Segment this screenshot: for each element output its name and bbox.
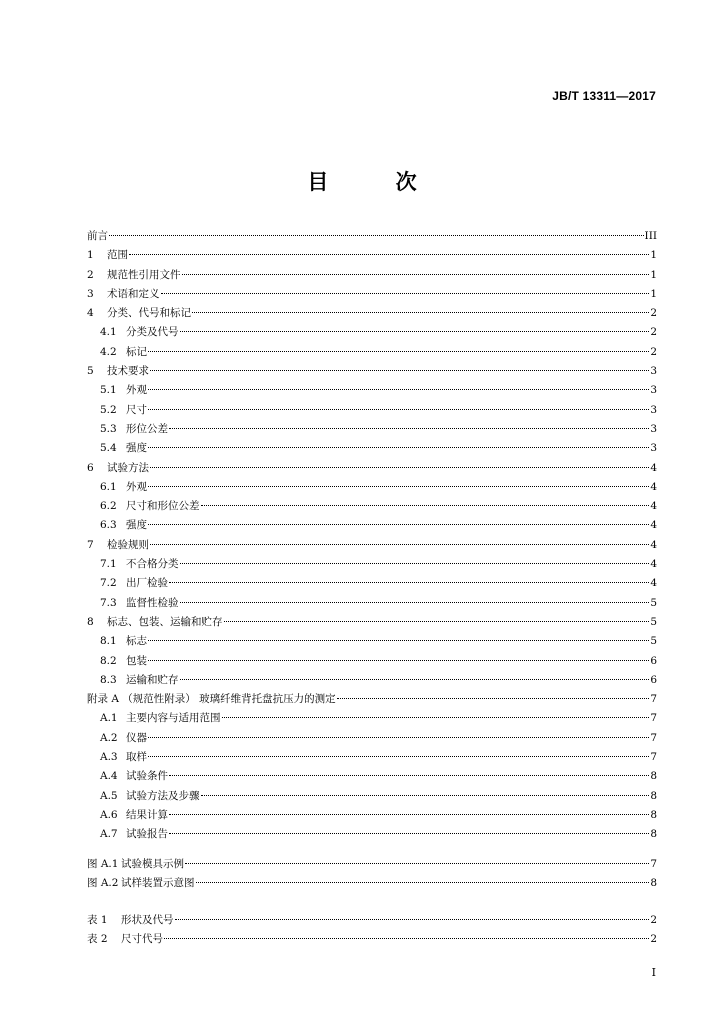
- toc-entry-page: 4: [650, 558, 657, 571]
- toc-entry-page: 7: [650, 858, 657, 870]
- toc-dot-leader: [164, 938, 649, 939]
- toc-entry[interactable]: [87, 874, 657, 893]
- toc-entry-page: 3: [650, 365, 657, 378]
- toc-entry-number: 5.1: [100, 384, 117, 397]
- toc-entry-page: 3: [650, 403, 657, 416]
- toc-entry-number: 8: [87, 615, 94, 628]
- toc-entry[interactable]: [87, 304, 657, 323]
- toc-dot-leader: [169, 582, 649, 583]
- toc-entry[interactable]: [87, 516, 657, 535]
- toc-dot-leader: [224, 621, 650, 622]
- toc-entry-number: A.5: [100, 789, 118, 802]
- toc-entry-page: 7: [650, 693, 657, 706]
- toc-dot-leader: [175, 919, 650, 920]
- toc-entry-page: 3: [650, 442, 657, 455]
- toc-entry-title: 规范性引用文件: [107, 268, 181, 281]
- toc-entry-title: 取样: [126, 751, 147, 764]
- toc-entry-title: 主要内容与适用范围: [126, 712, 221, 725]
- toc-entry-number: 5.4: [100, 442, 117, 455]
- toc-dot-leader: [222, 717, 650, 718]
- toc-entry-number: 7.1: [100, 558, 117, 571]
- toc-dot-leader: [201, 505, 650, 506]
- toc-dot-leader: [185, 863, 649, 864]
- toc-entry[interactable]: [87, 930, 657, 949]
- toc-dot-leader: [192, 312, 649, 313]
- toc-entry-page: 2: [650, 933, 657, 946]
- toc-entry-title: 运输和贮存: [126, 673, 179, 686]
- toc-entry-page: III: [644, 230, 657, 242]
- toc-entry[interactable]: [87, 401, 657, 420]
- toc-entry[interactable]: [87, 825, 657, 844]
- toc-entry-title: 范围: [107, 249, 128, 262]
- toc-entry[interactable]: [87, 323, 657, 342]
- toc-entry-number: 4.2: [100, 345, 117, 358]
- toc-entry-title: 监督性检验: [126, 596, 179, 609]
- standard-code: JB/T 13311—2017: [552, 89, 656, 103]
- toc-entry-number: 表 2: [87, 933, 108, 946]
- toc-entry-title: 仪器: [126, 731, 147, 744]
- toc-entry-page: 2: [650, 307, 657, 320]
- toc-figures-list: [87, 855, 657, 894]
- toc-dot-leader: [109, 235, 644, 236]
- toc-dot-leader: [169, 775, 649, 776]
- toc-entry-number: 表 1: [87, 914, 108, 926]
- toc-entry[interactable]: [87, 459, 657, 478]
- toc-dot-leader: [201, 795, 650, 796]
- toc-entry-page: 4: [650, 500, 657, 513]
- toc-entry-page: 5: [650, 615, 657, 628]
- toc-entry-number: 4.1: [100, 326, 117, 339]
- toc-entry-page: 8: [650, 789, 657, 802]
- toc-entry[interactable]: [87, 478, 657, 497]
- toc-entry[interactable]: [87, 652, 657, 671]
- toc-entry[interactable]: [87, 690, 657, 709]
- toc-entry-title: 包装: [126, 654, 147, 667]
- toc-entry-number: 图 A.1: [87, 858, 119, 870]
- toc-entry-page: 6: [650, 654, 657, 667]
- toc-entry-number: 8.2: [100, 654, 117, 667]
- toc-entry[interactable]: [87, 343, 657, 362]
- toc-tables-list: [87, 911, 657, 950]
- toc-entry-title: 分类、代号和标记: [107, 307, 191, 320]
- toc-entry-title: 外观: [126, 480, 147, 493]
- toc-entry-number: 5.2: [100, 403, 117, 416]
- toc-entry-page: 8: [650, 770, 657, 783]
- toc-dot-leader: [148, 660, 649, 661]
- toc-entry-number: 6.2: [100, 500, 117, 513]
- toc-entry[interactable]: [87, 911, 657, 930]
- toc-entry-page: 5: [650, 596, 657, 609]
- toc-entry-title: 形位公差: [126, 422, 168, 435]
- toc-entry[interactable]: [87, 767, 657, 786]
- toc-entry-title: 不合格分类: [126, 558, 179, 571]
- toc-entry-title: 尺寸代号: [121, 933, 163, 946]
- toc-entry-number: 1: [87, 249, 94, 262]
- toc-entry[interactable]: [87, 266, 657, 285]
- toc-entry-page: 4: [650, 519, 657, 532]
- toc-entry[interactable]: [87, 729, 657, 748]
- toc-dot-leader: [148, 756, 649, 757]
- toc-entry-title: 标志: [126, 635, 147, 648]
- toc-entry-page: 8: [650, 828, 657, 841]
- toc-entry-title: 试验条件: [126, 770, 168, 783]
- toc-entry-number: 5: [87, 365, 94, 378]
- toc-entry-page: 7: [650, 751, 657, 764]
- toc-entry-number: 6.3: [100, 519, 117, 532]
- toc-entry[interactable]: [87, 806, 657, 825]
- toc-dot-leader: [150, 467, 649, 468]
- toc-entry[interactable]: [87, 671, 657, 690]
- toc-entry-title: 标记: [126, 345, 147, 358]
- toc-entry[interactable]: [87, 855, 657, 874]
- toc-entry[interactable]: [87, 574, 657, 593]
- page-number: I: [651, 966, 656, 979]
- toc-dot-leader: [148, 447, 649, 448]
- toc-entry-page: 1: [650, 287, 657, 300]
- toc-entry[interactable]: [87, 227, 657, 246]
- toc-entry-number: 8.3: [100, 673, 117, 686]
- toc-entry[interactable]: [87, 439, 657, 458]
- toc-entry-page: 8: [650, 877, 657, 890]
- toc-entry-number: 6: [87, 461, 94, 474]
- toc-dot-leader: [161, 293, 650, 294]
- toc-entry-number: 2: [87, 268, 94, 281]
- toc-entry-number: A.4: [100, 770, 118, 783]
- toc-entry-number: A.6: [100, 808, 118, 821]
- toc-entry[interactable]: [87, 246, 657, 265]
- toc-entry-number: A.7: [100, 828, 118, 841]
- toc-dot-leader: [148, 640, 649, 641]
- toc-entry[interactable]: [87, 613, 657, 632]
- toc-entry-page: 2: [650, 326, 657, 339]
- toc-dot-leader: [148, 409, 649, 410]
- toc-dot-leader: [148, 389, 649, 390]
- toc-dot-leader: [169, 814, 649, 815]
- toc-entry-page: 2: [650, 914, 657, 926]
- toc-entry-page: 3: [650, 422, 657, 435]
- toc-entry-title: 附录 A （规范性附录） 玻璃纤维背托盘抗压力的测定: [87, 693, 336, 706]
- toc-entry-page: 1: [650, 268, 657, 281]
- toc-entry-title: 强度: [126, 442, 147, 455]
- toc-dot-leader: [169, 833, 649, 834]
- toc-entry[interactable]: [87, 555, 657, 574]
- toc-entry-page: 7: [650, 712, 657, 725]
- toc-entry-number: 5.3: [100, 422, 117, 435]
- toc-dot-leader: [182, 274, 650, 275]
- toc-dot-leader: [180, 602, 650, 603]
- toc-entry-title: 试验报告: [126, 828, 168, 841]
- toc-dot-leader: [180, 331, 650, 332]
- toc-dot-leader: [337, 698, 650, 699]
- toc-entry-number: 7.2: [100, 577, 117, 590]
- toc-entry-page: 8: [650, 808, 657, 821]
- toc-entry-title: 试验方法: [107, 461, 149, 474]
- toc-entry-title: 结果计算: [126, 808, 168, 821]
- toc-entry-number: A.2: [100, 731, 118, 744]
- toc-entry-title: 试样装置示意图: [121, 877, 195, 890]
- toc-entry-title: 出厂检验: [126, 577, 168, 590]
- toc-entry-title: 分类及代号: [126, 326, 179, 339]
- toc-dot-leader: [150, 370, 649, 371]
- toc-entry-number: 3: [87, 287, 94, 300]
- toc-entry-title: 尺寸: [126, 403, 147, 416]
- toc-dot-leader: [148, 486, 649, 487]
- toc-dot-leader: [196, 882, 650, 883]
- toc-entry[interactable]: [87, 497, 657, 516]
- toc-entry-page: 5: [650, 635, 657, 648]
- toc-entry-page: 4: [650, 577, 657, 590]
- toc-entry-title: 试验方法及步骤: [126, 789, 200, 802]
- toc-entry-number: 7.3: [100, 596, 117, 609]
- toc-entry-page: 6: [650, 673, 657, 686]
- toc-entry-title: 尺寸和形位公差: [126, 500, 200, 513]
- toc-entry-title: 强度: [126, 519, 147, 532]
- toc-entry-title: 检验规则: [107, 538, 149, 551]
- toc-entry[interactable]: [87, 594, 657, 613]
- toc-entry[interactable]: [87, 787, 657, 806]
- toc-entry-page: 4: [650, 480, 657, 493]
- toc-entry-number: A.3: [100, 751, 118, 764]
- toc-dot-leader: [180, 563, 650, 564]
- toc-main-list: [87, 227, 657, 845]
- toc-entry-page: 4: [650, 538, 657, 551]
- toc-entry-number: 4: [87, 307, 94, 320]
- toc-entry[interactable]: [87, 420, 657, 439]
- toc-entry-number: 图 A.2: [87, 877, 119, 890]
- toc-entry-page: 2: [650, 345, 657, 358]
- toc-entry[interactable]: [87, 709, 657, 728]
- toc-entry-number: 6.1: [100, 480, 117, 493]
- page-title: 目 次: [307, 170, 447, 194]
- toc-entry-title: 形状及代号: [121, 914, 174, 926]
- toc-entry-page: 1: [650, 249, 657, 262]
- toc-dot-leader: [148, 737, 649, 738]
- toc-entry-title: 技术要求: [107, 365, 149, 378]
- toc-entry-page: 3: [650, 384, 657, 397]
- toc-entry-page: 4: [650, 461, 657, 474]
- toc-entry-number: A.1: [100, 712, 118, 725]
- toc-dot-leader: [150, 544, 649, 545]
- toc-entry-title: 标志、包装、运输和贮存: [107, 615, 223, 628]
- toc-dot-leader: [169, 428, 649, 429]
- toc-entry[interactable]: [87, 632, 657, 651]
- toc-dot-leader: [180, 679, 650, 680]
- toc-entry[interactable]: [87, 285, 657, 304]
- toc-entry[interactable]: [87, 362, 657, 381]
- toc-entry-title: 术语和定义: [107, 287, 160, 300]
- toc-entry-number: 7: [87, 538, 94, 551]
- toc-dot-leader: [148, 351, 649, 352]
- toc-dot-leader: [129, 254, 649, 255]
- toc-entry-title: 试验模具示例: [121, 858, 184, 870]
- toc-entry-number: 8.1: [100, 635, 117, 648]
- toc-entry-title: 前言: [87, 230, 108, 242]
- toc-entry[interactable]: [87, 748, 657, 767]
- toc-dot-leader: [148, 524, 649, 525]
- toc-entry-page: 7: [650, 731, 657, 744]
- toc-entry[interactable]: [87, 536, 657, 555]
- toc-entry-title: 外观: [126, 384, 147, 397]
- toc-entry[interactable]: [87, 381, 657, 400]
